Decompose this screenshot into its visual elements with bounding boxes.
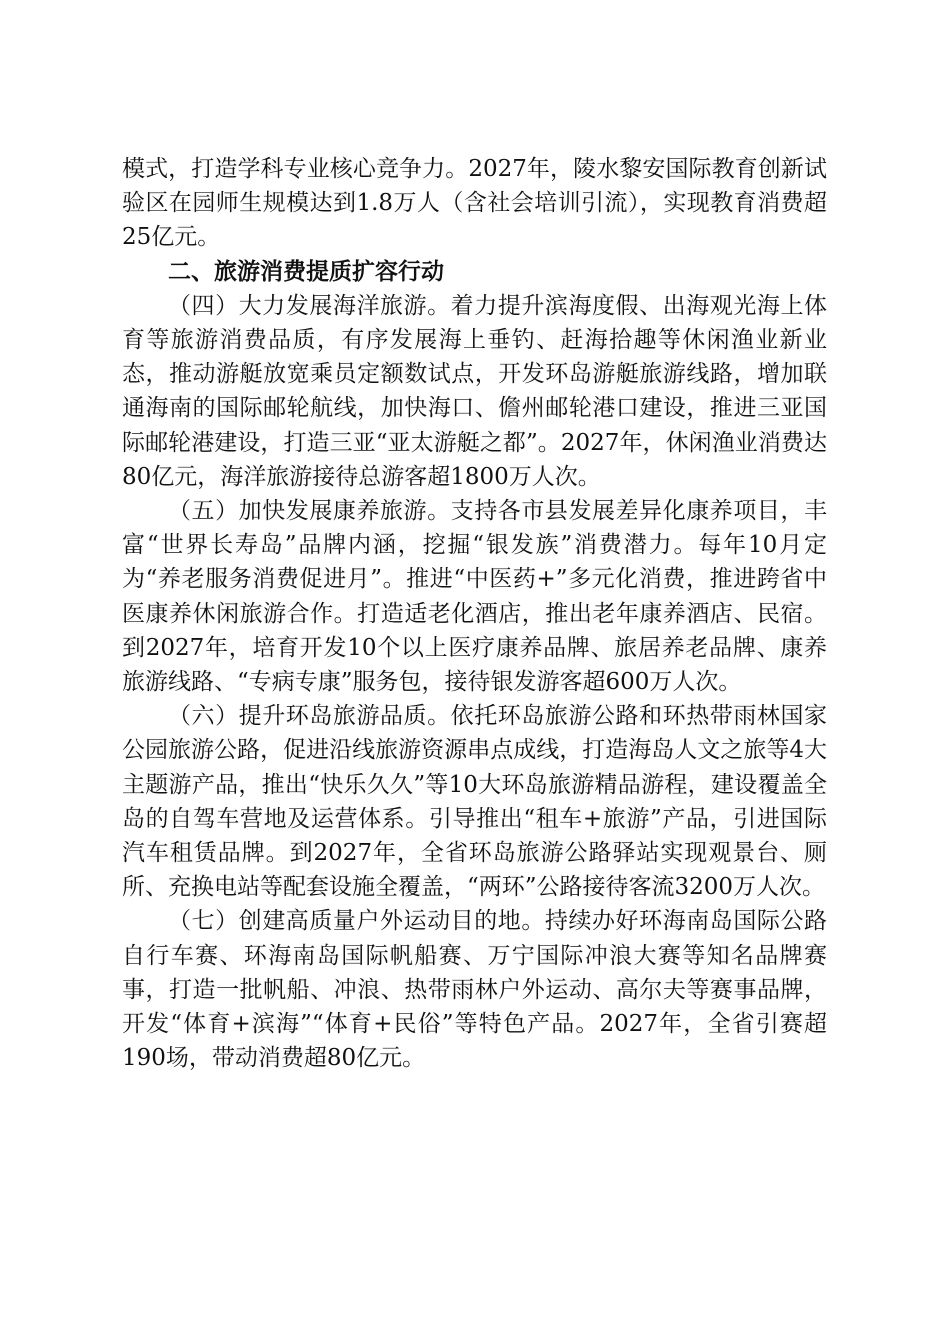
paragraph-wellness-tourism: （五）加快发展康养旅游。支持各市县发展差异化康养项目，丰富“世界长寿岛”品牌内涵，挖掘“银发族”消费潜力。每年10月定为“养老服务消费促进月”。推进“中医药+”多元化消费，推进跨省中医康养休闲旅游合作。打造适老化酒店，推出老年康养酒店、民宿。到2027年，培育开发10个以上医疗康养品牌、旅居养老品牌、康养旅游线路、“专病专康”服务包，接待银发游客超600万人次。 (122, 498, 827, 696)
paragraph-education-continued: 模式，打造学科专业核心竞争力。2027年，陵水黎安国际教育创新试验区在园师生规模达到1.8万人（含社会培训引流），实现教育消费超25亿元。 (122, 156, 827, 251)
paragraph-island-tourism: （六）提升环岛旅游品质。依托环岛旅游公路和环热带雨林国家公园旅游公路，促进沿线旅游资源串点成线，打造海岛人文之旅等4大主题游产品，推出“快乐久久”等10大环岛旅游精品游程，建设覆盖全岛的自驾车营地及运营体系。引导推出“租车+旅游”产品，引进国际汽车租赁品牌。到2027年，全省环岛旅游公路驿站实现观景台、厕所、充换电站等配套设施全覆盖，“两环”公路接待客流3200万人次。 (122, 703, 827, 901)
section-heading-tourism: 二、旅游消费提质扩容行动 (168, 258, 444, 285)
paragraph-outdoor-sports: （七）创建高质量户外运动目的地。持续办好环海南岛国际公路自行车赛、环海南岛国际帆船赛、万宁国际冲浪大赛等知名品牌赛事，打造一批帆船、冲浪、热带雨林户外运动、高尔夫等赛事品牌，开发“体育+滨海”“体育+民俗”等特色产品。2027年，全省引赛超190场，带动消费超80亿元。 (122, 908, 827, 1072)
paragraph-marine-tourism: （四）大力发展海洋旅游。着力提升滨海度假、出海观光海上体育等旅游消费品质，有序发展海上垂钓、赶海拾趣等休闲渔业新业态，推动游艇放宽乘员定额数试点，开发环岛游艇旅游线路，增加联通海南的国际邮轮航线，加快海口、儋州邮轮港口建设，推进三亚国际邮轮港建设，打造三亚“亚太游艇之都”。2027年，休闲渔业消费达80亿元，海洋旅游接待总游客超1800万人次。 (122, 292, 827, 490)
document-body (122, 152, 827, 1075)
